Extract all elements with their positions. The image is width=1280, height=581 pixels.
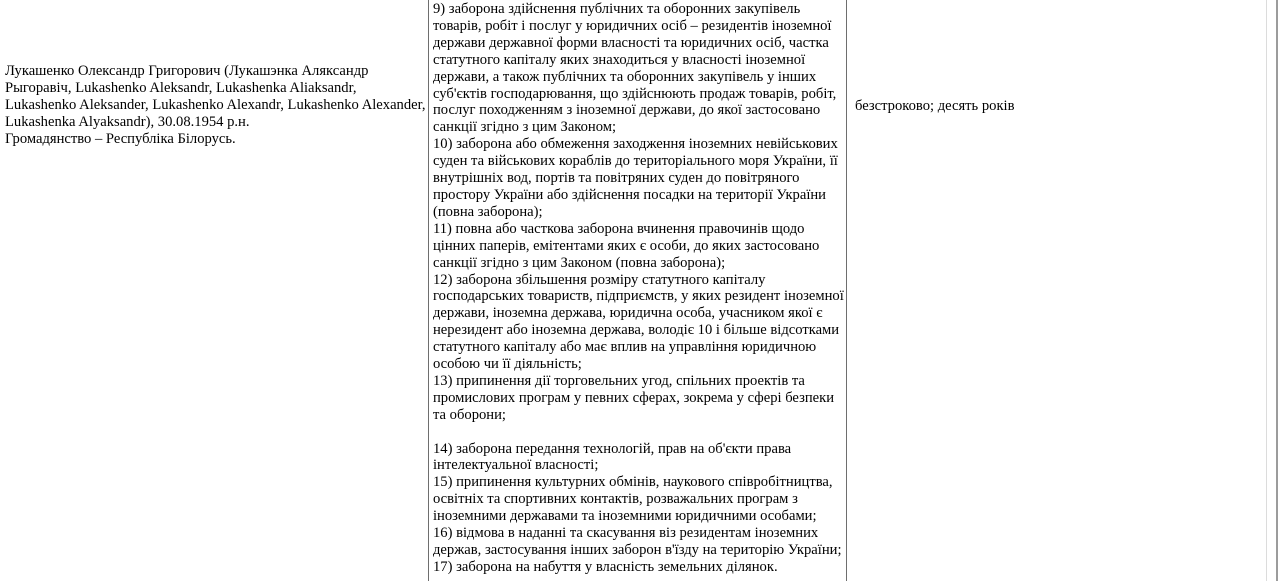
sanction-item: 16) відмова в наданні та скасування віз резидентам іноземних держав, застосування інших заборон в'їзду на територію України; (433, 525, 842, 558)
table-right-edge-border-light (1266, 0, 1267, 581)
table-cell-sanctions (433, 1, 845, 576)
duration-text: безстроково; десять років (855, 98, 1015, 114)
person-identity-text: Лукашенко Олександр Григорович (Лукашэнка Аляксандр Рыгоравіч, Lukashenko Aleksandr, Lukashenka Aliaksandr, Lukashenko Aleksander, Lukashenko Alexandr, Lukashenko Alexander, Lukashenka Alyaksandr), 30.08.1954 р.н. (5, 63, 426, 130)
sanction-item: 15) припинення культурних обмінів, наукового співробітництва, освітніх та спортивних контактів, розважальних програм з іноземними державами та іноземними юридичними особами; (433, 474, 833, 525)
table-column-border-left (428, 0, 429, 581)
sanction-item: 17) заборона на набуття у власність земельних ділянок. (433, 558, 778, 575)
sanction-item (433, 424, 845, 441)
sanction-item: 12) заборона збільшення розміру статутного капіталу господарських товариств, підприємств, у яких резидент іноземної держави, іноземна держава, юридична особа, учасником якої є нерезидент або іноземна держава, володіє 10 і більше відсотками статутного капіталу або має вплив на управління юридичною особою чи її діяльність; (433, 271, 844, 373)
table-right-edge-border-dark (1276, 0, 1278, 581)
sanction-item: 9) заборона здійснення публічних та оборонних закупівель товарів, робіт і послуг у юридичних осіб – резидентів іноземної держави державної форми власності та юридичних осіб, частка статутного капіталу яких знаходиться у власності іноземної держави, а також публічних та оборонних закупівель у інших суб'єктів господарювання, що здійснюють продаж товарів, робіт, послуг походженням з іноземної держави, до якої застосовано санкції згідно з цим Законом; (433, 1, 837, 136)
person-citizenship-text: Громадянство – Республіка Білорусь. (5, 130, 236, 147)
sanction-item: 10) заборона або обмеження заходження іноземних невійськових суден та військових кораблів до територіального моря України, її внутрішніх вод, портів та повітряних суден до повітряного простору України або здійснення посадки на території України (повна заборона); (433, 136, 838, 220)
sanction-item: 14) заборона передання технологій, прав на об'єкти права інтелектуальної власності; (433, 440, 792, 474)
sanctions-list (433, 1, 845, 576)
sanction-item: 11) повна або часткова заборона вчинення правочинів щодо цінних паперів, емітентами яких є особи, до яких застосовано санкції згідно з цим Законом (повна заборона); (433, 220, 820, 271)
sanction-item: 13) припинення дії торговельних угод, спільних проектів та промислових програм у певних сферах, зокрема у сфері безпеки та оборони; (433, 372, 835, 423)
table-cell-person (5, 63, 426, 148)
table-column-border-right (846, 0, 847, 581)
table-cell-duration (855, 98, 1255, 115)
